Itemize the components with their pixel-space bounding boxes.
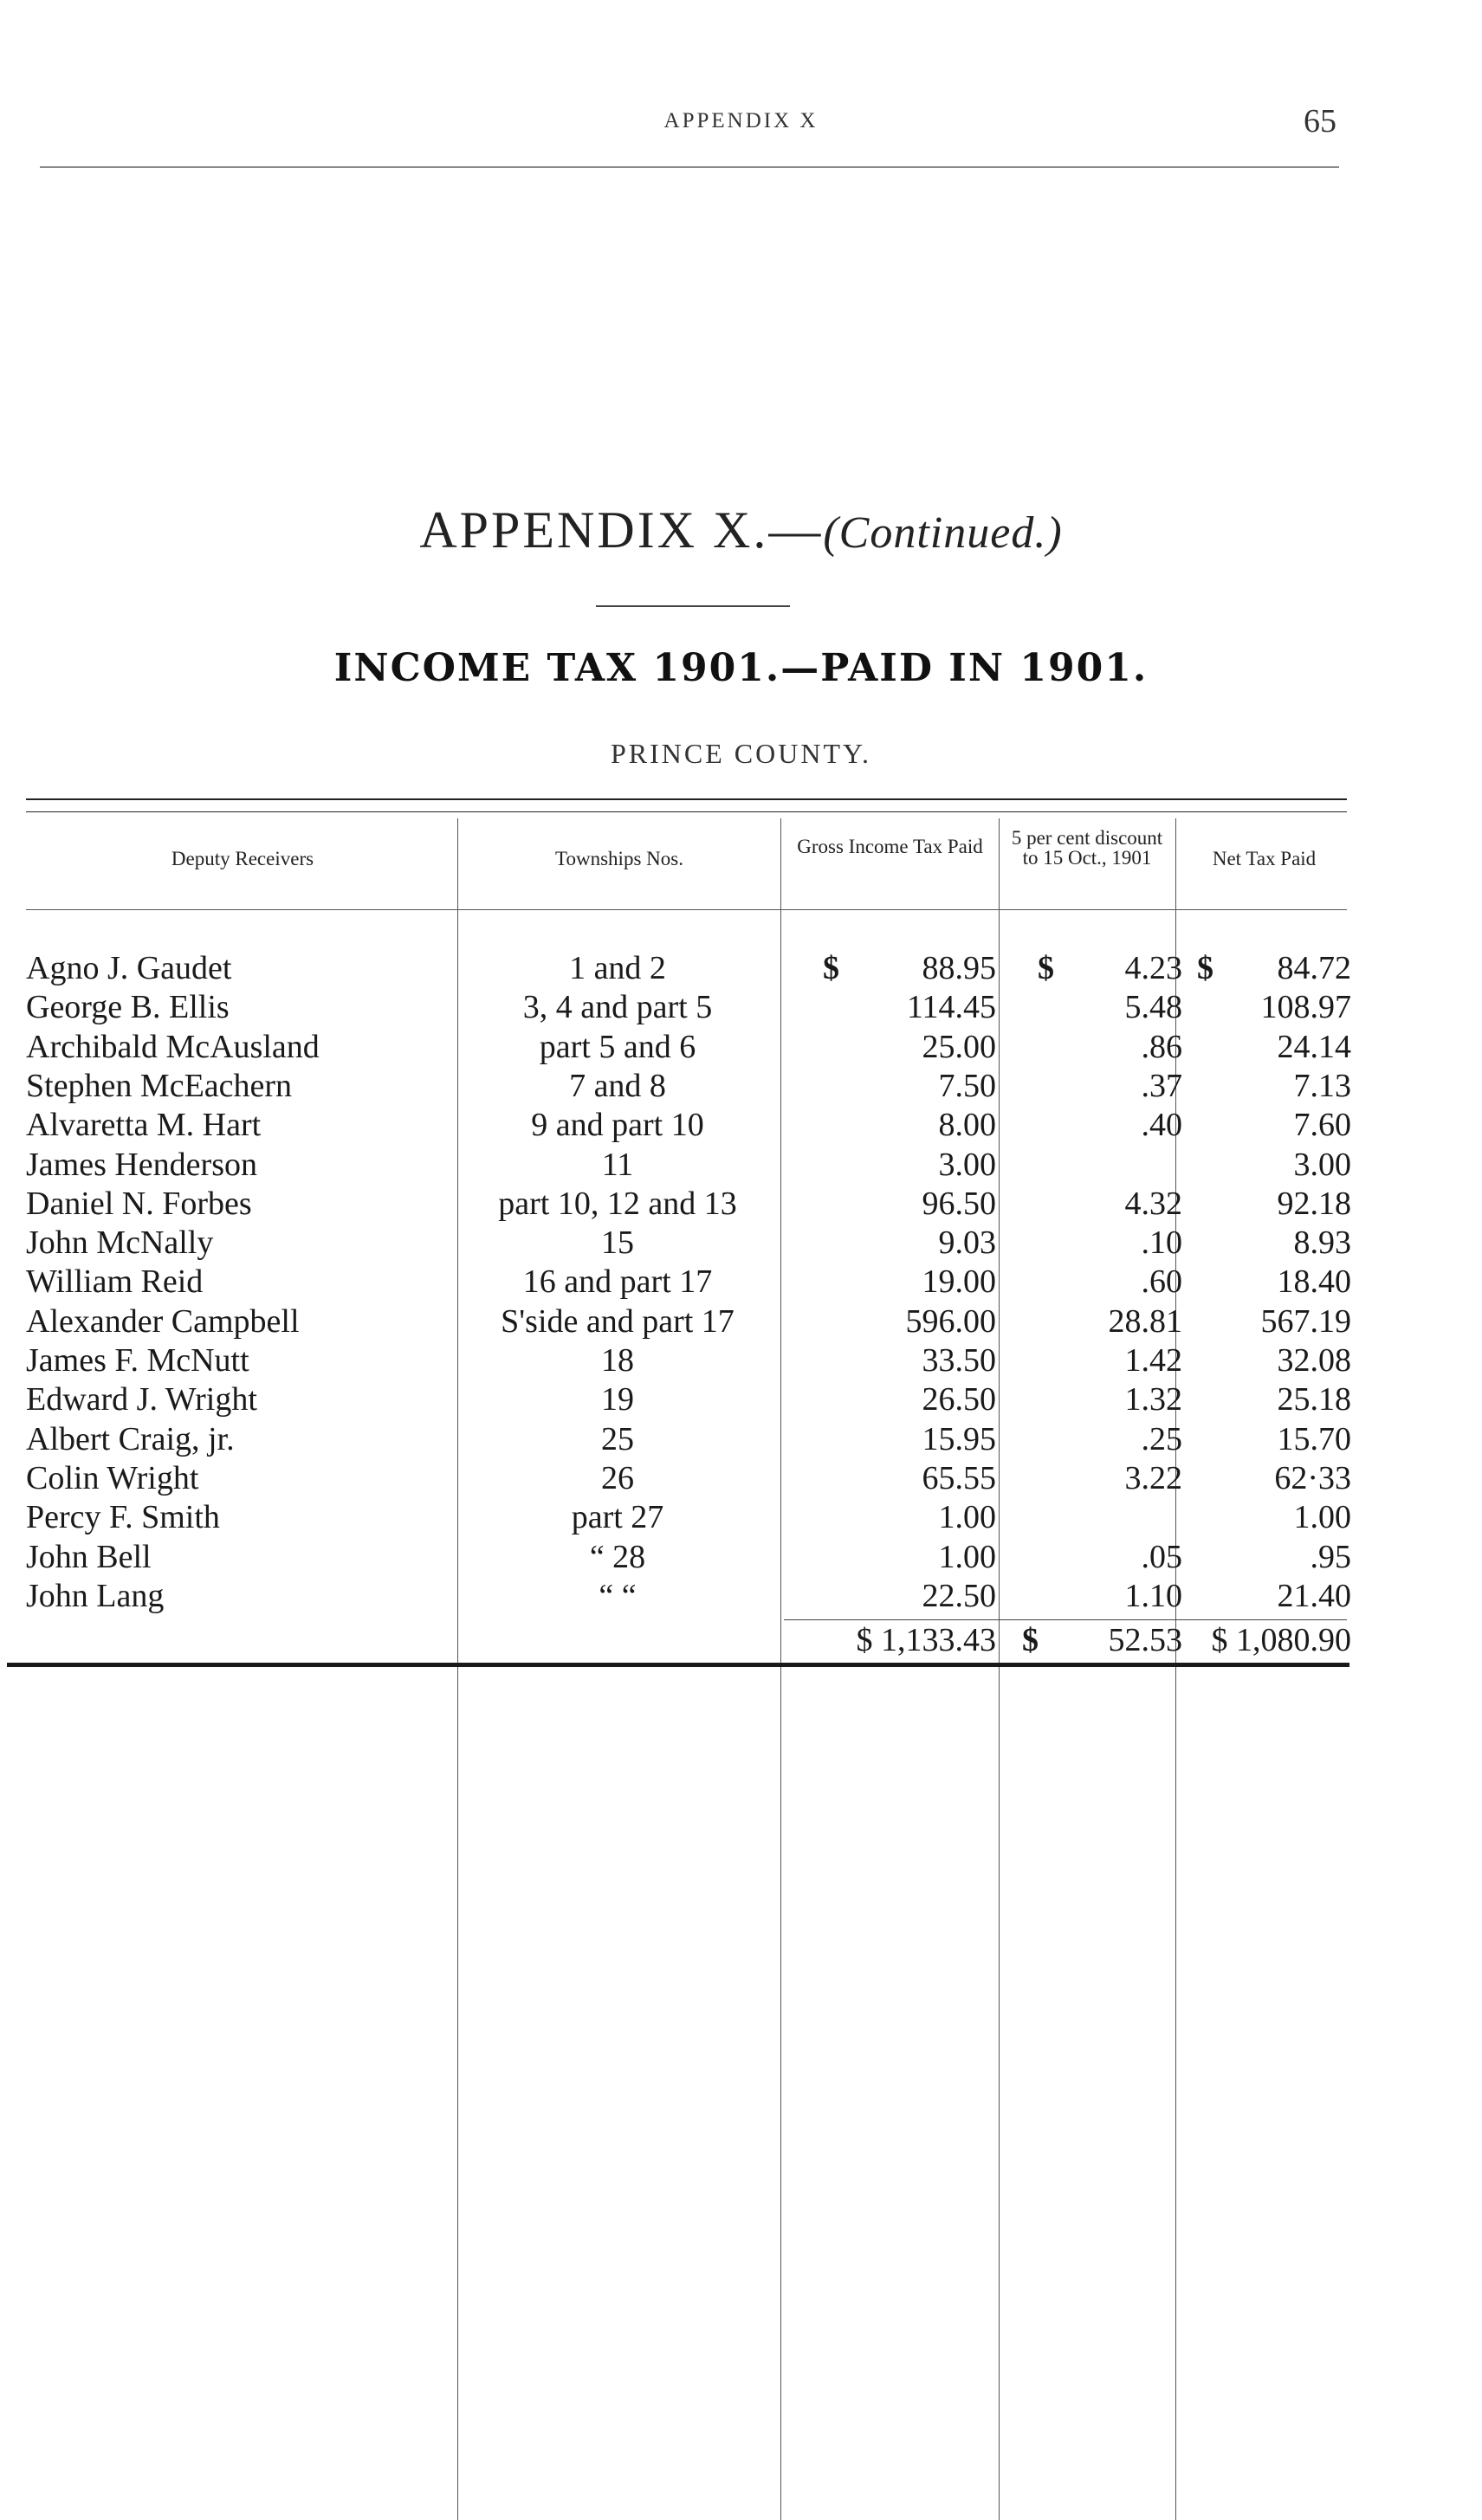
county-heading: PRINCE COUNTY. xyxy=(611,738,871,769)
net-tax: 7.60 xyxy=(1293,1107,1351,1143)
receiver-name: Colin Wright xyxy=(26,1460,199,1496)
receiver-name: George B. Ellis xyxy=(26,989,230,1025)
table-bottom-rule xyxy=(7,1663,1349,1667)
townships: “ 28 xyxy=(589,1539,646,1575)
townships: S'side and part 17 xyxy=(501,1303,735,1340)
receiver-name: Agno J. Gaudet xyxy=(26,950,232,986)
discount: .40 xyxy=(1141,1107,1182,1143)
townships: 15 xyxy=(601,1224,634,1261)
gross-tax: 1.00 xyxy=(938,1499,996,1535)
discount: 5.48 xyxy=(1124,989,1182,1025)
net-tax: 15.70 xyxy=(1277,1421,1351,1457)
header-discount: 5 per cent discount to 15 Oct., 1901 xyxy=(1011,827,1163,869)
townships: “ “ xyxy=(599,1578,637,1614)
gross-tax: 114.45 xyxy=(906,989,996,1025)
net-tax: 3.00 xyxy=(1293,1147,1351,1183)
receiver-name: Archibald McAusland xyxy=(26,1029,320,1065)
table-subtitle: INCOME TAX 1901.—PAID IN 1901. xyxy=(333,646,1149,690)
running-title: APPENDIX X xyxy=(663,109,819,132)
net-tax: 18.40 xyxy=(1277,1263,1351,1300)
gross-tax: 3.00 xyxy=(938,1147,996,1183)
table-row xyxy=(0,1420,1482,1459)
net-tax: 92.18 xyxy=(1277,1186,1351,1222)
net-tax: 25.18 xyxy=(1277,1381,1351,1418)
total-gross: $ 1,133.43 xyxy=(856,1622,996,1658)
net-tax: 62·33 xyxy=(1274,1460,1351,1496)
discount: .60 xyxy=(1141,1263,1182,1300)
townships: 7 and 8 xyxy=(569,1068,666,1104)
gross-tax: 19.00 xyxy=(922,1263,996,1300)
discount: 4.23 xyxy=(1124,950,1182,986)
discount: 1.32 xyxy=(1124,1381,1182,1418)
receiver-name: William Reid xyxy=(26,1263,204,1300)
townships: 19 xyxy=(601,1381,634,1418)
total-discount: 52.53 xyxy=(1108,1622,1182,1658)
townships: 25 xyxy=(601,1421,634,1457)
discount xyxy=(1009,1498,1182,1537)
townships: 3, 4 and part 5 xyxy=(522,989,713,1025)
table-row xyxy=(0,1263,1482,1302)
total-net: $ 1,080.90 xyxy=(1211,1622,1351,1658)
townships: part 27 xyxy=(571,1499,664,1535)
discount: .25 xyxy=(1141,1421,1182,1457)
table-row xyxy=(0,1302,1482,1341)
net-tax: 1.00 xyxy=(1293,1499,1351,1535)
gross-tax: 8.00 xyxy=(938,1107,996,1143)
gross-tax: 596.00 xyxy=(905,1303,996,1340)
table-row xyxy=(0,949,1482,988)
receiver-name: Edward J. Wright xyxy=(26,1381,257,1418)
table-row xyxy=(0,1067,1482,1106)
discount: 4.32 xyxy=(1124,1186,1182,1222)
net-tax: 7.13 xyxy=(1293,1068,1351,1104)
discount: 28.81 xyxy=(1108,1303,1182,1340)
net-tax: 84.72 xyxy=(1277,950,1351,986)
table-row xyxy=(0,1459,1482,1498)
totals-row xyxy=(0,1621,1482,1660)
table-row xyxy=(0,1577,1482,1616)
total-discount-dollar: $ xyxy=(1022,1622,1039,1658)
table-row xyxy=(0,1146,1482,1185)
gross-tax: 7.50 xyxy=(938,1068,996,1104)
townships: 16 and part 17 xyxy=(522,1263,713,1300)
gross-tax: 33.50 xyxy=(922,1342,996,1379)
table-row xyxy=(0,1341,1482,1380)
header-rule xyxy=(40,166,1339,168)
title-continued: (Continued.) xyxy=(823,508,1063,558)
table-row xyxy=(0,1028,1482,1067)
gross-tax: 1.00 xyxy=(938,1539,996,1575)
receiver-name: Stephen McEachern xyxy=(26,1068,293,1104)
table-row xyxy=(0,988,1482,1027)
receiver-name: Percy F. Smith xyxy=(26,1499,220,1535)
townships: 11 xyxy=(601,1147,634,1183)
townships: 26 xyxy=(601,1460,634,1496)
receiver-name: John McNally xyxy=(26,1224,214,1261)
receiver-name: Alvaretta M. Hart xyxy=(26,1107,262,1143)
page-number: 65 xyxy=(1304,103,1336,139)
gross-tax: 96.50 xyxy=(922,1186,996,1222)
gross-tax: 26.50 xyxy=(922,1381,996,1418)
header-gross: Gross Income Tax Paid xyxy=(797,836,983,857)
receiver-name: John Bell xyxy=(26,1539,152,1575)
page-title xyxy=(0,501,1482,560)
table-row xyxy=(0,1106,1482,1145)
townships: 9 and part 10 xyxy=(531,1107,704,1143)
header-townships: Townships Nos. xyxy=(555,848,683,869)
gross-tax: 9.03 xyxy=(938,1224,996,1261)
header-receivers: Deputy Receivers xyxy=(171,848,314,869)
net-tax: 32.08 xyxy=(1277,1342,1351,1379)
net-tax: 8.93 xyxy=(1293,1224,1351,1261)
gross-dollar: $ xyxy=(823,950,839,986)
discount: 3.22 xyxy=(1124,1460,1182,1496)
gross-tax: 15.95 xyxy=(922,1421,996,1457)
townships: 1 and 2 xyxy=(569,950,666,986)
title-main: APPENDIX X.— xyxy=(419,501,824,559)
receiver-name: John Lang xyxy=(26,1578,165,1614)
gross-tax: 88.95 xyxy=(922,950,996,986)
net-tax: 108.97 xyxy=(1260,989,1351,1025)
townships: part 10, 12 and 13 xyxy=(498,1186,737,1222)
townships: 18 xyxy=(601,1342,634,1379)
receiver-name: Alexander Campbell xyxy=(26,1303,300,1340)
net-tax: 567.19 xyxy=(1260,1303,1351,1340)
net-dollar: $ xyxy=(1197,950,1213,986)
townships: part 5 and 6 xyxy=(539,1029,696,1065)
receiver-name: Daniel N. Forbes xyxy=(26,1186,252,1222)
discount: .10 xyxy=(1141,1224,1182,1261)
totals-rule xyxy=(784,1619,1347,1620)
table-row xyxy=(0,1380,1482,1419)
discount: 1.10 xyxy=(1124,1578,1182,1614)
discount xyxy=(1009,1146,1182,1185)
title-rule xyxy=(596,605,790,607)
table-top-rule-2 xyxy=(26,811,1347,812)
gross-tax: 65.55 xyxy=(922,1460,996,1496)
discount-dollar: $ xyxy=(1038,950,1054,986)
receiver-name: James F. McNutt xyxy=(26,1342,249,1379)
table-row xyxy=(0,1185,1482,1224)
table-row xyxy=(0,1498,1482,1537)
net-tax: 21.40 xyxy=(1277,1578,1351,1614)
table-row xyxy=(0,1224,1482,1263)
table-row xyxy=(0,1538,1482,1577)
receiver-name: James Henderson xyxy=(26,1147,257,1183)
discount: 1.42 xyxy=(1124,1342,1182,1379)
discount: .86 xyxy=(1141,1029,1182,1065)
gross-tax: 22.50 xyxy=(922,1578,996,1614)
receiver-name: Albert Craig, jr. xyxy=(26,1421,235,1457)
header-bottom-rule xyxy=(26,909,1347,910)
discount: .05 xyxy=(1141,1539,1182,1575)
running-head xyxy=(0,103,1482,144)
discount: .37 xyxy=(1141,1068,1182,1104)
net-tax: .95 xyxy=(1310,1539,1351,1575)
table-top-rule-1 xyxy=(26,798,1347,800)
gross-tax: 25.00 xyxy=(922,1029,996,1065)
net-tax: 24.14 xyxy=(1277,1029,1351,1065)
header-net: Net Tax Paid xyxy=(1212,848,1317,869)
